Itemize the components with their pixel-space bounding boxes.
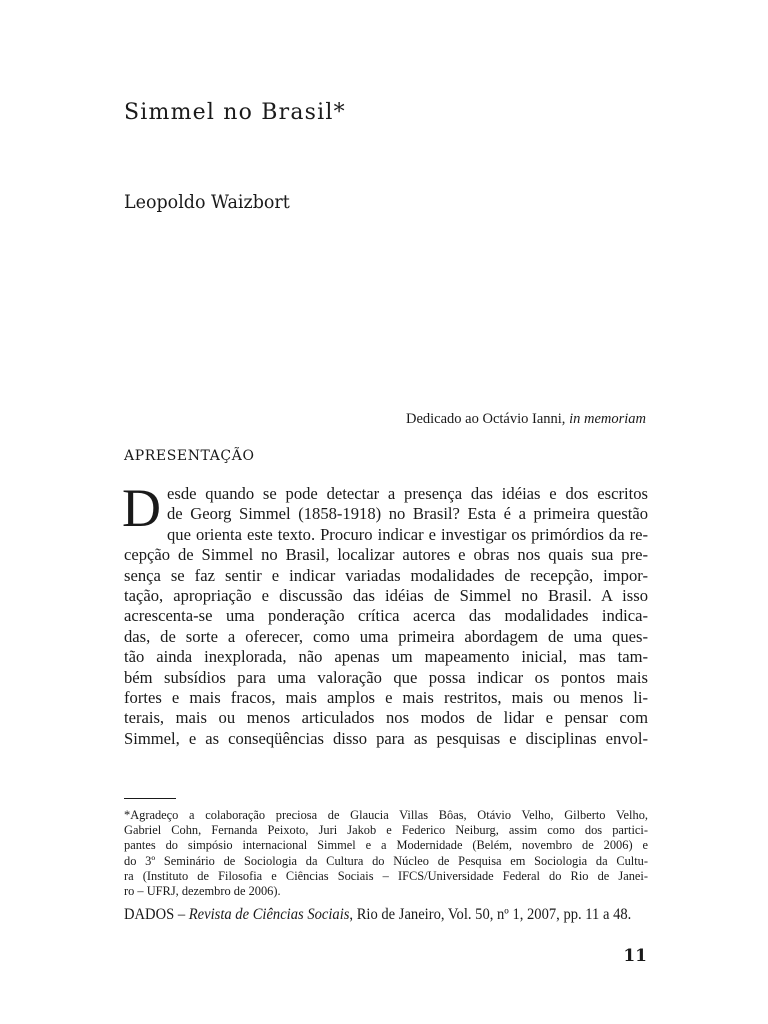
body-line: acrescenta-se uma ponderação crítica acerca das modalidades indica- <box>124 606 648 626</box>
body-line: que orienta este texto. Procuro indicar e investigar os primórdios da re- <box>167 524 648 544</box>
footnote-divider <box>124 798 176 799</box>
body-line: bém subsídios para uma valoração que possa indicar os pontos mais <box>124 667 648 687</box>
author-name: Leopoldo Waizbort <box>124 191 290 213</box>
section-heading: APRESENTAÇÃO <box>124 448 255 464</box>
body-line: tão ainda inexplorada, não apenas um mapeamento inicial, mas tam- <box>124 647 648 667</box>
body-paragraph <box>122 478 648 749</box>
body-line: das, de sorte a oferecer, como uma primeira abordagem de uma ques- <box>124 626 648 646</box>
journal-details: , Rio de Janeiro, Vol. 50, nº 1, 2007, pp. 11 a 48. <box>349 906 632 923</box>
dedication-text: Dedicado ao Octávio Ianni, <box>406 411 566 427</box>
body-line: fortes e mais fracos, mais amplos e mais restritos, mais ou menos li- <box>124 688 648 708</box>
footnote-line: ra (Instituto de Filosofia e Ciências Sociais – IFCS/Universidade Federal do Rio de Janei- <box>124 868 648 883</box>
journal-name: Revista de Ciências Sociais <box>188 906 350 923</box>
journal-citation <box>124 906 631 924</box>
body-line: tação, apropriação e discussão das idéias de Simmel no Brasil. A isso <box>124 586 648 606</box>
drop-cap: D <box>122 478 161 538</box>
footnote <box>124 808 648 899</box>
page-number: 11 <box>623 946 647 966</box>
footnote-line: Gabriel Cohn, Fernanda Peixoto, Juri Jakob e Federico Neiburg, assim como dos partici- <box>124 823 648 838</box>
dedication-italic: in memoriam <box>569 411 646 427</box>
journal-prefix: DADOS – <box>124 906 189 923</box>
footnote-line: pantes do simpósio internacional Simmel e a Modernidade (Belém, novembro de 2006) e <box>124 838 648 853</box>
body-line: cepção de Simmel no Brasil, localizar autores e obras nos quais sua pre- <box>124 545 648 565</box>
body-line: de Georg Simmel (1858-1918) no Brasil? Esta é a primeira questão <box>167 504 648 524</box>
footnote-line: do 3º Seminário de Sociologia da Cultura do Núcleo de Pesquisa em Sociologia da Cultu- <box>124 853 648 868</box>
body-line: Simmel, e as conseqüências disso para as pesquisas e disciplinas envol- <box>124 728 648 748</box>
body-line: esde quando se pode detectar a presença das idéias e dos escritos <box>167 484 648 503</box>
footnote-line: ro – UFRJ, dezembro de 2006). <box>124 884 281 899</box>
body-line: terais, mais ou menos articulados nos modos de lidar e pensar com <box>124 708 648 728</box>
body-line: sença se faz sentir e indicar variadas modalidades de recepção, impor- <box>124 565 648 585</box>
dedication <box>406 411 646 428</box>
article-title: Simmel no Brasil* <box>124 100 346 125</box>
footnote-line: *Agradeço a colaboração preciosa de Glaucia Villas Bôas, Otávio Velho, Gilberto Velho, <box>124 808 648 822</box>
